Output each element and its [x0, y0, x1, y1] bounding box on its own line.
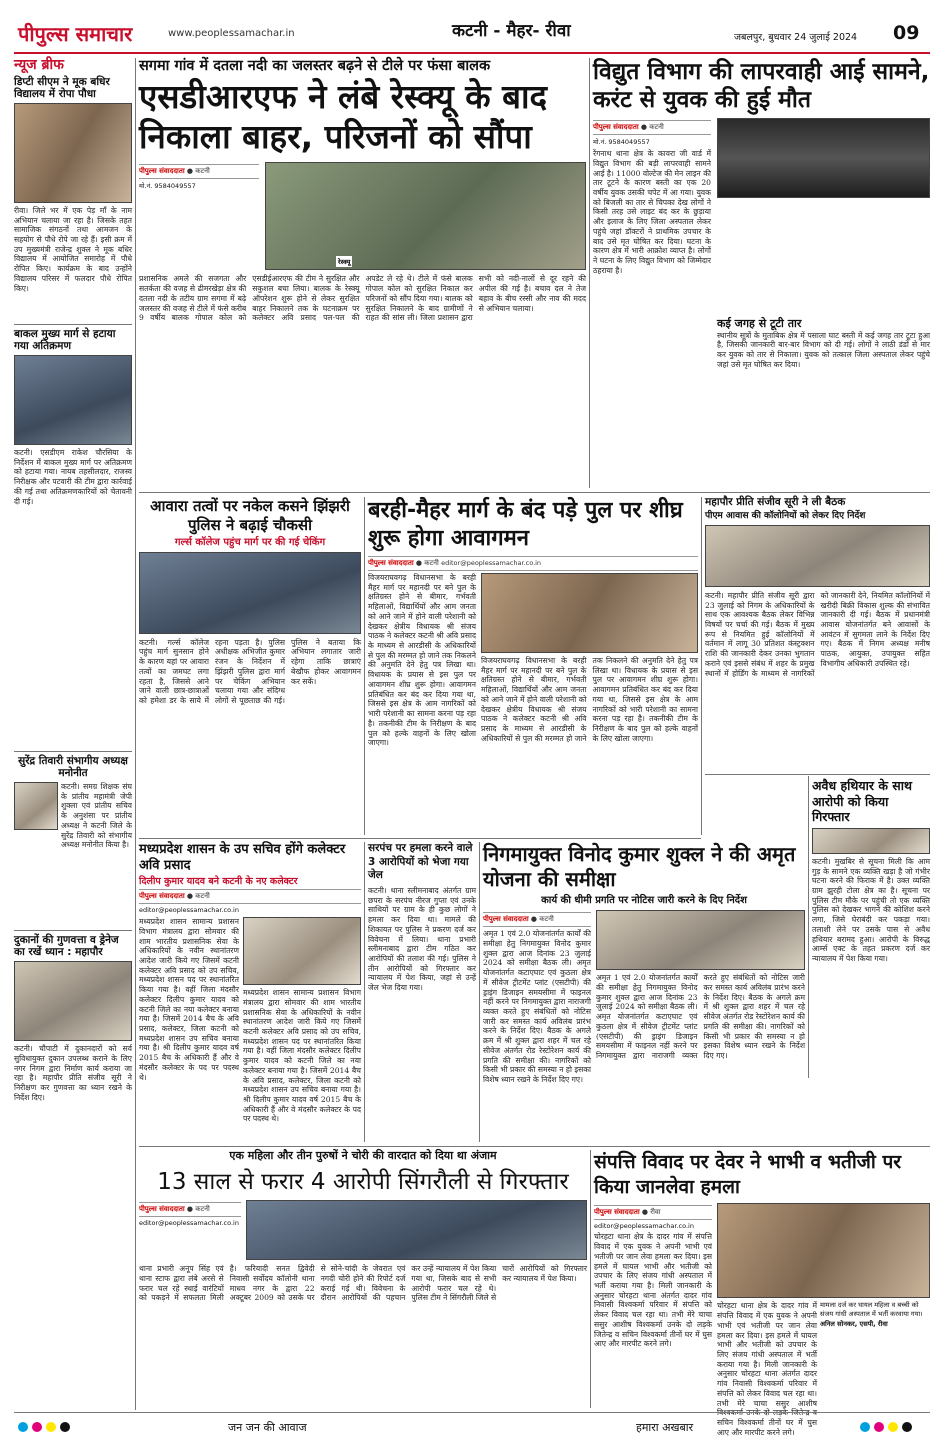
rescue-story: सगमा गांव में दतला नदी का जलस्तर बढ़ने से टीले पर फंसा बालक एसडीआरएफ ने लंबे रेस्क्यू के बाद निकाला बाहर, परिजनों को सौंपा पीपुल्स संवाददाता ● कटनी मो.नं. 9584049557 रेस्क्यू प्रशासनिक अमले की सजगता और सतर्कता की वजह से ढीमरखेड़ा क्षेत्र की दतला नदी के तटीय ग्राम सगमा में बढ़े जलस्तर की वजह से टीले में फंसे करीब 9 वर्षीय बालक गोपाल कोल को एसडीईआरएफ की टीम ने सुरक्षित और सकुशल बचा लिया। बालक के रेस्क्यू ऑपरेशन शुरू होने से लेकर सुरक्षित बाहर निकालने तक के घटनाक्रम पर कलेक्टर अवि प्रसाद पल-पल की अपडेट ले रहे थे। टीले में फंसे बालक गोपाल कोल को सुरक्षित निकाल कर परिजनों को सौंप दिया गया। बालक को सुरक्षित निकालने के बाद ग्रामीणों ने राहत की सांस ली। जिला प्रशासन द्वारा सभी को नदी-नालों से दूर रहने की अपील की गई है। बचाव दल ने तेज बहाव के बीच रस्सी और नाव की मदद से अभियान चलाया। [139, 58, 586, 490]
byline-mobile: मो.नं. 9584049557 [593, 138, 650, 147]
byline-mobile: मो.नं. 9584049557 [139, 182, 196, 191]
rescue-photo [265, 162, 586, 270]
rescue-body: प्रशासनिक अमले की सजगता और सतर्कता की वजह से ढीमरखेड़ा क्षेत्र की दतला नदी के तटीय ग्राम सगमा में बढ़े जलस्तर की वजह से टीले में फंसे करीब 9 वर्षीय बालक गोपाल कोल को एसडीईआरएफ की टीम ने सुरक्षित और सकुशल बचा लिया। बालक के रेस्क्यू ऑपरेशन शुरू होने से लेकर सुरक्षित बाहर निकालने तक के घटनाक्रम पर कलेक्टर अवि प्रसाद पल-पल की अपडेट ले रहे थे। टीले में फंसे बालक गोपाल कोल को सुरक्षित निकाल कर परिजनों को सौंप दिया गया। बालक को सुरक्षित निकालने के बाद ग्रामीणों ने राहत की सांस ली। जिला प्रशासन द्वारा सभी को नदी-नालों से दूर रहने की अपील की गई है। बचाव दल ने तेज बहाव के बीच रस्सी और नाव की मदद से अभियान चलाया। [139, 274, 586, 323]
mayor-story [705, 497, 930, 772]
portrait-photo [14, 782, 58, 830]
arms-headline: अवैध हथियार के साथ आरोपी को किया गिरफ्तार [812, 778, 912, 825]
edition-title: कटनी - मैहर- रीवा [452, 21, 571, 41]
collector-photo [243, 917, 361, 985]
color-registration-marks [18, 1422, 70, 1432]
bridge-headline: बरही-मैहर मार्ग के बंद पड़े पुल पर शीघ्र शुरू होगा आवागमन [368, 498, 683, 551]
police-story [139, 497, 361, 835]
electric-photo [717, 118, 930, 198]
property-story: संपत्ति विवाद पर देवर ने भाभी व भतीजी पर किया जानलेवा हमला पीपुल्स संवाददाता ● रीवा editor@peoplessamachar.co.in चोरहटा थाना क्षेत्र के दादर गांव में संपत्ति विवाद में एक युवक ने अपनी भाभी एवं भतीजी पर जान लेवा हमला कर दिया। इस हमले में घायल भाभी और भतीजी को उपचार के लिए संजय गांधी अस्पताल में भर्ती कराया गया है। मिली जानकारी के अनुसार चोरहटा थाना अंतर्गत दादर गांव निवासी विश्वकर्मा परिवार में संपत्ति को लेकर विवाद चल रहा था। तभी मेरे चाचा ससुर आशीष विश्वकर्मा उनके दो लड़के जितेन्द्र व सचिन विश्वकर्मा तीनों घर में घुस आए और मारपीट करने लगे। चोरहटा थाना क्षेत्र के दादर गांव में संपत्ति विवाद में एक युवक ने अपनी भाभी एवं भतीजी पर जान लेवा हमला कर दिया। इस हमले में घायल भाभी और भतीजी को उपचार के लिए संजय गांधी अस्पताल में भर्ती कराया गया है। मिली जानकारी के अनुसार चोरहटा थाना अंतर्गत दादर गांव निवासी विश्वकर्मा परिवार में संपत्ति को लेकर विवाद चल रहा था। तभी मेरे चाचा ससुर आशीष सचिन विश्वकर्मा तीनों घर में घुस आए और मारपीट करने लगे। मामला दर्ज कर घायल महिला व बच्ची को संजय गांधी अस्पताल में भर्ती करवाया गया। अनिल सोनकर, एसपी, रीवा [594, 1150, 930, 1408]
byline-email: editor@peoplessamachar.co.in [441, 559, 542, 567]
collector-headline: मध्यप्रदेश शासन के उप सचिव होंगे कलेक्टर अवि प्रसाद [139, 842, 346, 874]
property-body-2: चोरहटा थाना क्षेत्र के दादर गांव में संपत्ति विवाद में एक युवक ने अपनी भाभी एवं भतीजी पर जान लेवा हमला कर दिया। इस हमले में घायल भाभी और भतीजी को उपचार के लिए संजय गांधी अस्पताल में भर्ती कराया गया है। मिली जानकारी के अनुसार चोरहटा थाना अंतर्गत दादर गांव निवासी विश्वकर्मा परिवार में संपत्ति को लेकर विवाद चल रहा था। तभी मेरे चाचा ससुर आशीष सचिन विश्वकर्मा तीनों घर में घुस आए और मारपीट करने लगे। [717, 1301, 817, 1437]
brief-title: दुकानों की गुणवत्ता व ड्रेनेज का रखें ध्यान : महापौर [14, 934, 119, 959]
amrut-body: अमृत 1 एवं 2.0 योजनांतर्गत कार्यों की समीक्षा हेतु निगमायुक्त विनोद कुमार शुक्ल द्वारा आज दिनांक 23 जुलाई 2024 को समीक्षा बैठक ली। अमृत योजनांतर्गत कटाएघाट एवं कुठला क्षेत्र में सीवेज ट्रीटमेंट प्लांट (एसटीपी) की ड्राइंग डिजाइन समयसीमा में फाइनल नहीं करने पर निगमायुक्त द्वारा नाराजगी व्यक्त करते हुए संबंधितों को नोटिस जारी कर समस्त कार्य अविलंब प्रारंभ करने के निर्देश दिए। बैठक के अगले क्रम में श्री शुक्ल द्वारा शहर में चल रहे सीवेज अंतर्गत रोड रेस्टोरेशन कार्य की प्रगति की समीक्षा की। नागरिकों को किसी भी प्रकार की समस्या न हो इसका विशेष ध्यान रखने के निर्देश दिए गए। [483, 929, 591, 1084]
amrut-headline: निगमायुक्त विनोद कुमार शुक्ल ने की अमृत योजना की समीक्षा [483, 842, 796, 891]
electric-subhead: कई जगह से टूटी तार [717, 317, 802, 331]
brief-photo [14, 103, 132, 203]
byline-place: रीवा [650, 1208, 661, 1217]
byline-place: कटनी [195, 892, 210, 901]
byline-place: कटनी [649, 123, 664, 132]
police-subhead: गर्ल्स कॉलेज पहुंच मार्ग पर की गई चेकिंग [174, 536, 326, 548]
property-headline: संपत्ति विवाद पर देवर ने भाभी व भतीजी पर किया जानलेवा हमला [594, 1151, 902, 1198]
byline-name: पीपुल्स संवाददाता [139, 1205, 185, 1214]
police-photo [139, 552, 361, 634]
byline-place: कटनी [195, 1205, 210, 1214]
page-number: 09 [893, 22, 920, 44]
byline-place: कटनी [195, 167, 210, 176]
theft-story: एक महिला और तीन पुरुषों ने चोरी की वारदात को दिया था अंजाम 13 साल से फरार 4 आरोपी सिंगरौली से गिरफ्तार पीपुल्स संवाददाता ● कटनी editor@peoplessamachar.co.in थाना प्रभारी अनूप सिंह एवं थाना स्टाफ द्वारा लंबे अरसे से फरार चल रहे स्थाई वारंटियों को पकड़ने में सफलता मिली है। फरियादी सनत द्विवेदी निवासी सर्वोदय कॉलोनी थाना माधव नगर के द्वारा 22 अक्टूबर 2009 को उसके घर से सोने-चांदी के जेवरात एवं नगदी चोरी होने की रिपोर्ट दर्ज कराई गई थी। विवेचना के दौरान आरोपियों की पहचान कर उन्हें न्यायालय में पेश किया गया था, जिसके बाद से सभी आरोपी फरार चल रहे थे। पुलिस टीम ने सिंगरौली जिले से चारों आरोपियों को गिरफ्तार कर न्यायालय में पेश किया। [139, 1150, 587, 1408]
amrut-subhead: कार्य की धीमी प्रगति पर नोटिस जारी करने के दिए निर्देश [541, 895, 747, 906]
rescue-kicker: सगमा गांव में दतला नदी का जलस्तर बढ़ने से टीले पर फंसा बालक [139, 58, 491, 74]
theft-body: थाना प्रभारी अनूप सिंह एवं थाना स्टाफ द्वारा लंबे अरसे से फरार चल रहे स्थाई वारंटियों को पकड़ने में सफलता मिली है। फरियादी सनत द्विवेदी निवासी सर्वोदय कॉलोनी थाना माधव नगर के द्वारा 22 अक्टूबर 2009 को उसके घर से सोने-चांदी के जेवरात एवं नगदी चोरी होने की रिपोर्ट दर्ज कराई गई थी। विवेचना के दौरान आरोपियों की पहचान कर उन्हें न्यायालय में पेश किया गया था, जिसके बाद से सभी आरोपी फरार चल रहे थे। पुलिस टीम ने सिंगरौली जिले से चारों आरोपियों को गिरफ्तार कर न्यायालय में पेश किया। [139, 1264, 587, 1303]
brief-photo [14, 961, 132, 1041]
byline-place: कटनी [539, 915, 554, 924]
footer [0, 1414, 945, 1445]
rescue-headline: एसडीआरएफ ने लंबे रेस्क्यू के बाद निकाला बाहर, परिजनों को सौंपा [139, 77, 548, 156]
site-url[interactable]: www.peoplessamachar.in [168, 28, 295, 39]
footer-slogan: जन जन की आवाज [228, 1421, 307, 1434]
byline-email: editor@peoplessamachar.co.in [139, 906, 239, 915]
police-body: कटनी। गर्ल्स कॉलेज पहुंच मार्ग सुनसान होने के कारण यहां पर आवारा तत्वों का जमघट लगा रहता है, जिससे आने जाने वाली छात्र-छात्राओं को हमेशा डर के साये में रहना पड़ता है। पुलिस अधीक्षक अभिजीत कुमार रंजन के निर्देशन में झिंझरी पुलिस द्वारा मार्ग पर चेकिंग अभियान चलाया गया और संदिग्ध लोगों से पूछताछ की गई। पुलिस ने बताया कि अभियान लगातार जारी रहेगा ताकि छात्राएं बेखौफ होकर आवागमन कर सकें। [139, 637, 361, 705]
mayor-subhead: पीएम आवास की कॉलोनियों को लेकर दिए निर्देश [705, 510, 866, 521]
byline-name: पीपुल्स संवाददाता [139, 167, 185, 176]
newspaper-logo: पीपुल्स समाचार [18, 22, 133, 46]
arms-story [812, 778, 930, 1078]
brief-title: बाकल मुख्य मार्ग से हटाया गया अतिक्रमण [14, 327, 116, 352]
byline-place: कटनी [424, 559, 439, 567]
collector-story: मध्यप्रदेश शासन के उप सचिव होंगे कलेक्टर अवि प्रसाद दिलीप कुमार यादव बने कटनी के नए कलेक्टर पीपुल्स संवाददाता ● कटनी editor@peoplessamachar.co.in मध्यप्रदेश शासन सामान्य प्रशासन विभाग मंत्रालय द्वारा सोमवार की शाम भारतीय प्रशासनिक सेवा के अधिकारियों के नवीन स्थानांतरण आदेश जारी किये गए जिसमें कटनी कलेक्टर अवि प्रसाद को उप सचिव, मध्यप्रदेश शासन पद पर स्थानांतरित किया गया है। वहीं जिला मंदसौर कलेक्टर दिलीप कुमार यादव को कटनी जिले का नया कलेक्टर बनाया गया है। जिसमें 2014 बैच के अवि प्रसाद, कलेक्टर, जिला कटनी को मध्यप्रदेश शासन उप सचिव बनाया गया है। श्री दिलीप कुमार यादव वर्ष 2015 बैच के अधिकारी हैं और वे मंदसौर कलेक्टर के पद पर पदस्थ थे। मध्यप्रदेश शासन सामान्य प्रशासन विभाग मंत्रालय द्वारा सोमवार की शाम भारतीय प्रशासनिक सेवा के अधिकारियों के नवीन स्थानांतरण आदेश जारी किये गए जिसमें कटनी कलेक्टर अवि प्रसाद को उप सचिव, मध्यप्रदेश शासन पद पर स्थानांतरित किया गया है। वहीं जिला मंदसौर कलेक्टर दिलीप कुमार यादव को कटनी जिले का नया कलेक्टर बनाया गया है। जिसमें 2014 बैच के अवि प्रसाद, कलेक्टर, जिला कटनी को मध्यप्रदेश शासन उप सचिव बनाया गया है। श्री दिलीप कुमार यादव वर्ष 2015 बैच के अधिकारी हैं और वे मंदसौर कलेक्टर के पद पर पदस्थ थे। [139, 842, 361, 1144]
electric-body: रेंगनाथ थाना क्षेत्र के कावरा जी वार्ड में विद्युत विभाग की बड़ी लापरवाही सामने आई है। 11000 वोल्टेज की मेन लाइन की तार टूटने के कारण बस्ती का एक 20 वर्षीय युवक उसकी चपेट में आ गया। युवक को बिजली का तार से चिपका देख लोगों ने किसी तरह उसे लाइट बंद कर के छुड़ाया और इलाज के लिए जिला अस्पताल लेकर पहुंचे जहां डॉक्टरों ने प्राथमिक उपचार के बाद उसे मृत घोषित कर दिया। घटना के कारण क्षेत्र में भारी आक्रोश व्याप्त है। लोगों ने घटना के लिए विद्युत विभाग को जिम्मेदार ठहराया है। [593, 149, 711, 275]
color-registration-marks [860, 1422, 912, 1432]
photo-credit: अनिल सोनकर, एसपी, रीवा [820, 1319, 888, 1328]
photo-caption: मामला दर्ज कर घायल महिला व बच्ची को संजय गांधी अस्पताल में भर्ती करवाया गया। [820, 1301, 923, 1318]
amrut-body-2: अमृत 1 एवं 2.0 योजनांतर्गत कार्यों की समीक्षा हेतु निगमायुक्त विनोद कुमार शुक्ल द्वारा आज दिनांक 23 जुलाई 2024 को समीक्षा बैठक ली। अमृत योजनांतर्गत कटाएघाट एवं कुठला क्षेत्र में सीवेज ट्रीटमेंट प्लांट (एसटीपी) की ड्राइंग डिजाइन समयसीमा में फाइनल नहीं करने पर निगमायुक्त द्वारा नाराजगी व्यक्त करते हुए संबंधितों को नोटिस जारी कर समस्त कार्य अविलंब प्रारंभ करने के निर्देश दिए। बैठक के अगले क्रम में श्री शुक्ल द्वारा शहर में चल रहे सीवेज अंतर्गत रोड रेस्टोरेशन कार्य की प्रगति की समीक्षा की। नागरिकों को किसी भी प्रकार की समस्या न हो इसका विशेष ध्यान रखने के निर्देश दिए गए। [596, 973, 805, 1060]
bridge-body: विजयराघवगढ़ विधानसभा के बरही मैहर मार्ग पर महानदी पर बने पुल के क्षतिग्रस्त होने से बीमार, गर्भवती महिलाओं, विद्यार्थियों और आम जनता को आने जाने में होने वाली परेशानी को देखकर क्षेत्रीय विधायक श्री संजय पाठक ने कलेक्टर कटनी श्री अवि प्रसाद के माध्यम से आरडीसी के अधिकारियों से पुल की मरम्मत हो जाने तक निकलने की अनुमति देने हेतु पत्र लिखा था। विधायक के प्रयास से इस पुल पर आवागमन शीघ्र शुरू होगा। आवागमन प्रतिबंधित कर बंद कर दिया गया था, जिससे इस क्षेत्र के आम नागरिकों को भारी परेशानी का सामना करना पड़ रहा है। तकनीकी टीम के निरीक्षण के बाद पुल को हल्के वाहनों के लिए खोला जाएगा। [368, 573, 476, 748]
brief-title: सुरेंद्र तिवारी संभागीय अध्यक्ष मनोनीत [18, 754, 128, 779]
review-photo [596, 910, 805, 970]
amrut-story: निगमायुक्त विनोद कुमार शुक्ल ने की अमृत योजना की समीक्षा कार्य की धीमी प्रगति पर नोटिस जारी करने के दिए निर्देश पीपुल्स संवाददाता ● कटनी अमृत 1 एवं 2.0 योजनांतर्गत कार्यों की समीक्षा हेतु निगमायुक्त विनोद कुमार शुक्ल द्वारा आज दिनांक 23 जुलाई 2024 को समीक्षा बैठक ली। अमृत योजनांतर्गत कटाएघाट एवं कुठला क्षेत्र में सीवेज ट्रीटमेंट प्लांट (एसटीपी) की ड्राइंग डिजाइन समयसीमा में फाइनल नहीं करने पर निगमायुक्त द्वारा नाराजगी व्यक्त करते हुए संबंधितों को नोटिस जारी कर समस्त कार्य अविलंब प्रारंभ करने के निर्देश दिए। बैठक के अगले क्रम में श्री शुक्ल द्वारा शहर में चल रहे सीवेज अंतर्गत रोड रेस्टोरेशन कार्य की प्रगति की समीक्षा की। नागरिकों को किसी भी प्रकार की समस्या न हो इसका विशेष ध्यान रखने के निर्देश दिए गए। अमृत 1 एवं 2.0 योजनांतर्गत कार्यों की समीक्षा हेतु निगमायुक्त विनोद कुमार शुक्ल द्वारा आज दिनांक 23 जुलाई 2024 को समीक्षा बैठक ली। अमृत योजनांतर्गत कटाएघाट एवं कुठला क्षेत्र में सीवेज ट्रीटमेंट प्लांट (एसटीपी) की ड्राइंग डिजाइन समयसीमा में फाइनल नहीं करने पर निगमायुक्त द्वारा नाराजगी व्यक्त करते हुए संबंधितों को नोटिस जारी कर समस्त कार्य अविलंब प्रारंभ करने के निर्देश दिए। बैठक के अगले क्रम में श्री शुक्ल द्वारा शहर में चल रहे सीवेज अंतर्गत रोड रेस्टोरेशन कार्य की प्रगति की समीक्षा की। नागरिकों को किसी भी प्रकार की समस्या न हो इसका विशेष ध्यान रखने के निर्देश दिए गए। [483, 842, 805, 1142]
byline-name: पीपुल्स संवाददाता [139, 892, 185, 901]
bridge-story: बरही-मैहर मार्ग के बंद पड़े पुल पर शीघ्र शुरू होगा आवागमन पीपुल्स संवाददाता ● कटनी editor@peoplessamachar.co.in विजयराघवगढ़ विधानसभा के बरही मैहर मार्ग पर महानदी पर बने पुल के क्षतिग्रस्त होने से बीमार, गर्भवती महिलाओं, विद्यार्थियों और आम जनता को आने जाने में होने वाली परेशानी को देखकर क्षेत्रीय विधायक श्री संजय पाठक ने कलेक्टर कटनी श्री अवि प्रसाद के माध्यम से आरडीसी के अधिकारियों से पुल की मरम्मत हो जाने तक निकलने की अनुमति देने हेतु पत्र लिखा था। विधायक के प्रयास से इस पुल पर आवागमन शीघ्र शुरू होगा। आवागमन प्रतिबंधित कर बंद कर दिया गया था, जिससे इस क्षेत्र के आम नागरिकों को भारी परेशानी का सामना करना पड़ रहा है। तकनीकी टीम के निरीक्षण के बाद पुल को हल्के वाहनों के लिए खोला जाएगा। विजयराघवगढ़ विधानसभा के बरही मैहर मार्ग पर महानदी पर बने पुल के क्षतिग्रस्त होने से बीमार, गर्भवती महिलाओं, विद्यार्थियों और आम जनता को आने जाने में होने वाली परेशानी को देखकर क्षेत्रीय विधायक श्री संजय पाठक ने कलेक्टर कटनी श्री अवि प्रसाद के माध्यम से आरडीसी के अधिकारियों से पुल की मरम्मत हो जाने तक निकलने की अनुमति देने हेतु पत्र लिखा था। विधायक के प्रयास से इस पुल पर आवागमन शीघ्र शुरू होगा। आवागमन प्रतिबंधित कर बंद कर दिया गया था, जिससे इस क्षेत्र के आम नागरिकों को भारी परेशानी का सामना करना पड़ रहा है। तकनीकी टीम के निरीक्षण के बाद पुल को हल्के वाहनों के लिए खोला जाएगा। [368, 497, 698, 835]
injured-photo [717, 1203, 930, 1298]
police-headline: आवारा तत्वों पर नकेल कसने झिंझरी पुलिस ने बढ़ाई चौकसी [150, 497, 350, 534]
news-brief-column [14, 58, 132, 1408]
brief-title: डिप्टी सीएम ने मूक बधिर विद्यालय में रोपा पौधा [14, 75, 110, 100]
collector-body: मध्यप्रदेश शासन सामान्य प्रशासन विभाग मंत्रालय द्वारा सोमवार की शाम भारतीय प्रशासनिक सेवा के अधिकारियों के नवीन स्थानांतरण आदेश जारी किये गए जिसमें कटनी कलेक्टर अवि प्रसाद को उप सचिव, मध्यप्रदेश शासन पद पर स्थानांतरित किया गया है। वहीं जिला मंदसौर कलेक्टर दिलीप कुमार यादव को कटनी जिले का नया कलेक्टर बनाया गया है। जिसमें 2014 बैच के अवि प्रसाद, कलेक्टर, जिला कटनी को मध्यप्रदेश शासन उप सचिव बनाया गया है। श्री दिलीप कुमार यादव वर्ष 2015 बैच के अधिकारी हैं और वे मंदसौर कलेक्टर के पद पर पदस्थ थे। [139, 917, 239, 1082]
byline-name: पीपुल्स संवाददाता [593, 123, 639, 132]
mayor-headline: महापौर प्रीति संजीव सूरी ने ली बैठक [705, 496, 846, 508]
byline-email: editor@peoplessamachar.co.in [594, 1222, 694, 1231]
news-brief-label: न्यूज ब्रीफ [14, 57, 64, 73]
electric-headline: विद्युत विभाग की लापरवाही आई सामने, करंट से युवक की हुई मौत [593, 59, 930, 114]
mayor-body: कटनी। महापौर प्रीति संजीव सूरी द्वारा 23 जुलाई को निगम के अधिकारियों के साथ एक आवश्यक बैठक लेकर विभिन्न विषयों पर चर्चा की गई। बैठक में मुख्य रूप से नियमित हुई कॉलोनियों में वर्तमान में लागू 30 प्रतिशत कंस्ट्रक्शन राशि की जानकारी देकर उनका भुगतान कराने एवं इससे संबंध में शहर के प्रमुख स्थानों में होर्डिंग के माध्यम से नागरिकों को जानकारी देने, नियमित कॉलोनियों में खरीदी बिक्री विकास शुल्क की संभावित जानकारी दी गई। बैठक में प्रधानमंत्री आवास योजनांतर्गत बने आवासों के आवंटन में सुगमता लाने के निर्देश दिए गए। बैठक में निगम अध्यक्ष मनीष पाठक, आयुक्त, उपायुक्त सहित विभागीय अधिकारी उपस्थित रहे। [705, 590, 930, 678]
photo-caption: रेस्क्यू [338, 258, 351, 267]
byline-email: editor@peoplessamachar.co.in [139, 1219, 239, 1228]
byline-name: पीपुल्स संवाददाता [483, 915, 529, 924]
byline-name: पीपुल्स संवाददाता [368, 559, 414, 567]
arms-body: कटनी। मुखबिर से सूचना मिली कि आम गुड़ के सामने एक व्यक्ति खड़ा है जो गंभीर घटना करने की फिराक में है। उक्त व्यक्ति ग्राम झुरही टोला क्षेत्र का है। सूचना पर पुलिस टीम मौके पर पहुंची तो एक व्यक्ति पुलिस को देखकर भागने की कोशिश करने लगा, जिसे घेराबंदी कर पकड़ा गया। तलाशी लेने पर उसके पास से अवैध हथियार बरामद हुआ। आरोपी के विरुद्ध आर्म्स एक्ट के तहत प्रकरण दर्ज कर न्यायालय में पेश किया गया। [812, 856, 930, 964]
sarpanch-body: कटनी। थाना स्लीमनाबाद अंतर्गत ग्राम छपरा के सरपंच नीरज गुप्ता एवं उनके साथियों पर ग्राम के ही कुछ लोगों ने हमला कर दिया था। मामले की शिकायत पर पुलिस ने प्रकरण दर्ज कर विवेचना में लिया। थाना प्रभारी स्लीमनाबाद द्वारा टीम गठित कर आरोपियों की तलाश की गई। पुलिस ने तीन आरोपियों को गिरफ्तार कर न्यायालय में पेश किया, जहां से उन्हें जेल भेज दिया गया। [368, 885, 476, 993]
collector-subhead: दिलीप कुमार यादव बने कटनी के नए कलेक्टर [139, 875, 298, 887]
electric-body-2: स्थानीय सूत्रों के मुताबिक क्षेत्र में पसाला घाट बस्ती में कई जगह तार टूटा हुआ है, जिसकी जानकारी बार-बार विभाग को दी गई। लोगों ने लाठी डंडों से मार कर युवक को तार से निकाला। युवक को तत्काल जिला अस्पताल लेकर पहुंचे जहां उसे मृत घोषित कर दिया। [717, 330, 930, 369]
electric-story: विद्युत विभाग की लापरवाही आई सामने, करंट से युवक की हुई मौत पीपुल्स संवाददाता ● कटनी मो.नं. 9584049557 रेंगनाथ थाना क्षेत्र के कावरा जी वार्ड में विद्युत विभाग की बड़ी लापरवाही सामने आई है। 11000 वोल्टेज की मेन लाइन की तार टूटने के कारण बस्ती का एक 20 वर्षीय युवक उसकी चपेट में आ गया। युवक को बिजली का तार से चिपका देख लोगों ने किसी तरह उसे लाइट बंद कर के छुड़ाया और इलाज के लिए जिला अस्पताल लेकर पहुंचे जहां डॉक्टरों ने प्राथमिक उपचार के बाद उसे मृत घोषित कर दिया। घटना के कारण क्षेत्र में भारी आक्रोश व्याप्त है। लोगों ने घटना के लिए विद्युत विभाग को जिम्मेदार ठहराया है। कई जगह से टूटी तार स्थानीय सूत्रों के मुताबिक क्षेत्र में पसाला घाट बस्ती में कई जगह तार टूटा हुआ है, जिसकी जानकारी बार-बार विभाग को दी गई। लोगों ने लाठी डंडों से मार कर युवक को तार से निकाला। युवक को तत्काल जिला अस्पताल लेकर पहुंचे जहां उसे मृत घोषित कर दिया। [593, 58, 930, 490]
brief-text: रीवा। जिले भर में एक पेड़ माँ के नाम अभियान चलाया जा रहा है। जिसके तहत सामाजिक संगठनों तथा आमजन के सहयोग से पौधे रोपे जा रहे हैं। इसी क्रम में उप मुख्यमंत्री राजेन्द्र शुक्ल ने मूक बधिर विद्यालय में आयोजित समारोह में पौधे रोपित किए। कार्यक्रम के बाद उन्होंने विद्यालय परिसर में फलदार पौधे रोपित किए। [14, 205, 132, 293]
collector-body-2: मध्यप्रदेश शासन सामान्य प्रशासन विभाग मंत्रालय द्वारा सोमवार की शाम भारतीय प्रशासनिक सेवा के अधिकारियों के नवीन स्थानांतरण आदेश जारी किये गए जिसमें कटनी कलेक्टर अवि प्रसाद को उप सचिव, मध्यप्रदेश शासन पद पर स्थानांतरित किया गया है। वहीं जिला मंदसौर कलेक्टर दिलीप कुमार यादव को कटनी जिले का नया कलेक्टर बनाया गया है। जिसमें 2014 बैच के अवि प्रसाद, कलेक्टर, जिला कटनी को मध्यप्रदेश शासन उप सचिव बनाया गया है। श्री दिलीप कुमार यादव वर्ष 2015 बैच के अधिकारी हैं और वे मंदसौर कलेक्टर के पद पर पदस्थ थे। [243, 988, 361, 1124]
brief-text: कटनी। समग्र शिक्षक संघ के प्रांतीय महामंत्री जेपी शुक्ला एवं प्रांतीय सचिव के अनुशंसा पर प्रांतीय अध्यक्ष ने कटनी जिले के सुरेंद्र तिवारी को संभागीय अध्यक्ष मनोनीत किया है। [61, 782, 132, 850]
brief-text: कटनी। चौपाटी में दुकानदारों को सर्व सुविधायुक्त दुकान उपलब्ध कराने के लिए नगर निगम द्वारा निर्माण कार्य कराया जा रहा है। महापौर प्रीति संजीव सूरी ने निरीक्षण कर गुणवत्ता का ध्यान रखने के निर्देश दिए। [14, 1044, 132, 1102]
meeting-photo [705, 525, 930, 587]
brief-photo [14, 355, 132, 445]
bridge-body-2: विजयराघवगढ़ विधानसभा के बरही मैहर मार्ग पर महानदी पर बने पुल के क्षतिग्रस्त होने से बीमार, गर्भवती महिलाओं, विद्यार्थियों और आम जनता को आने जाने में होने वाली परेशानी को देखकर क्षेत्रीय विधायक श्री संजय पाठक ने कलेक्टर कटनी श्री अवि प्रसाद के माध्यम से आरडीसी के अधिकारियों से पुल की मरम्मत हो जाने तक निकलने की अनुमति देने हेतु पत्र लिखा था। विधायक के प्रयास से इस पुल पर आवागमन शीघ्र शुरू होगा। आवागमन प्रतिबंधित कर बंद कर दिया गया था, जिससे इस क्षेत्र के आम नागरिकों को भारी परेशानी का सामना करना पड़ रहा है। तकनीकी टीम के निरीक्षण के बाद पुल को हल्के वाहनों के लिए खोला जाएगा। [481, 656, 698, 743]
sarpanch-headline: सरपंच पर हमला करने वाले 3 आरोपियों को भेजा गया जेल [368, 842, 473, 882]
footer-tagline: हमारा अखबार [636, 1421, 694, 1434]
brief-text: कटनी। एसडीएम राकेश चौरसिया के निर्देशन में बाकल मुख्य मार्ग पर अतिक्रमण को हटाया गया। नायब तहसीलदार, राजस्व निरीक्षक और पटवारी की टीम द्वारा कार्रवाई की गई तथा अतिक्रमणकारियों को चेतावनी दी गई। [14, 447, 132, 506]
theft-headline: 13 साल से फरार 4 आरोपी सिंगरौली से गिरफ्तार [157, 1169, 569, 1196]
mla-photo [481, 573, 698, 653]
masthead [0, 0, 945, 50]
theft-kicker: एक महिला और तीन पुरुषों ने चोरी की वारदात को दिया था अंजाम [229, 1149, 497, 1162]
accused-group-photo [246, 1200, 587, 1260]
accused-photo [812, 828, 930, 854]
property-body: चोरहटा थाना क्षेत्र के दादर गांव में संपत्ति विवाद में एक युवक ने अपनी भाभी एवं भतीजी पर जान लेवा हमला कर दिया। इस हमले में घायल भाभी और भतीजी को उपचार के लिए संजय गांधी अस्पताल में भर्ती कराया गया है। मिली जानकारी के अनुसार चोरहटा थाना अंतर्गत दादर गांव निवासी विश्वकर्मा परिवार में संपत्ति को लेकर विवाद चल रहा था। तभी मेरे चाचा ससुर आशीष विश्वकर्मा उनके दो लड़के जितेन्द्र व सचिन विश्वकर्मा तीनों घर में घुस आए और मारपीट करने लगे। [594, 1232, 712, 1349]
issue-date: जबलपुर, बुधवार 24 जुलाई 2024 [734, 32, 858, 43]
byline-name: पीपुल्स संवाददाता [594, 1208, 640, 1217]
sarpanch-story [368, 842, 476, 1142]
